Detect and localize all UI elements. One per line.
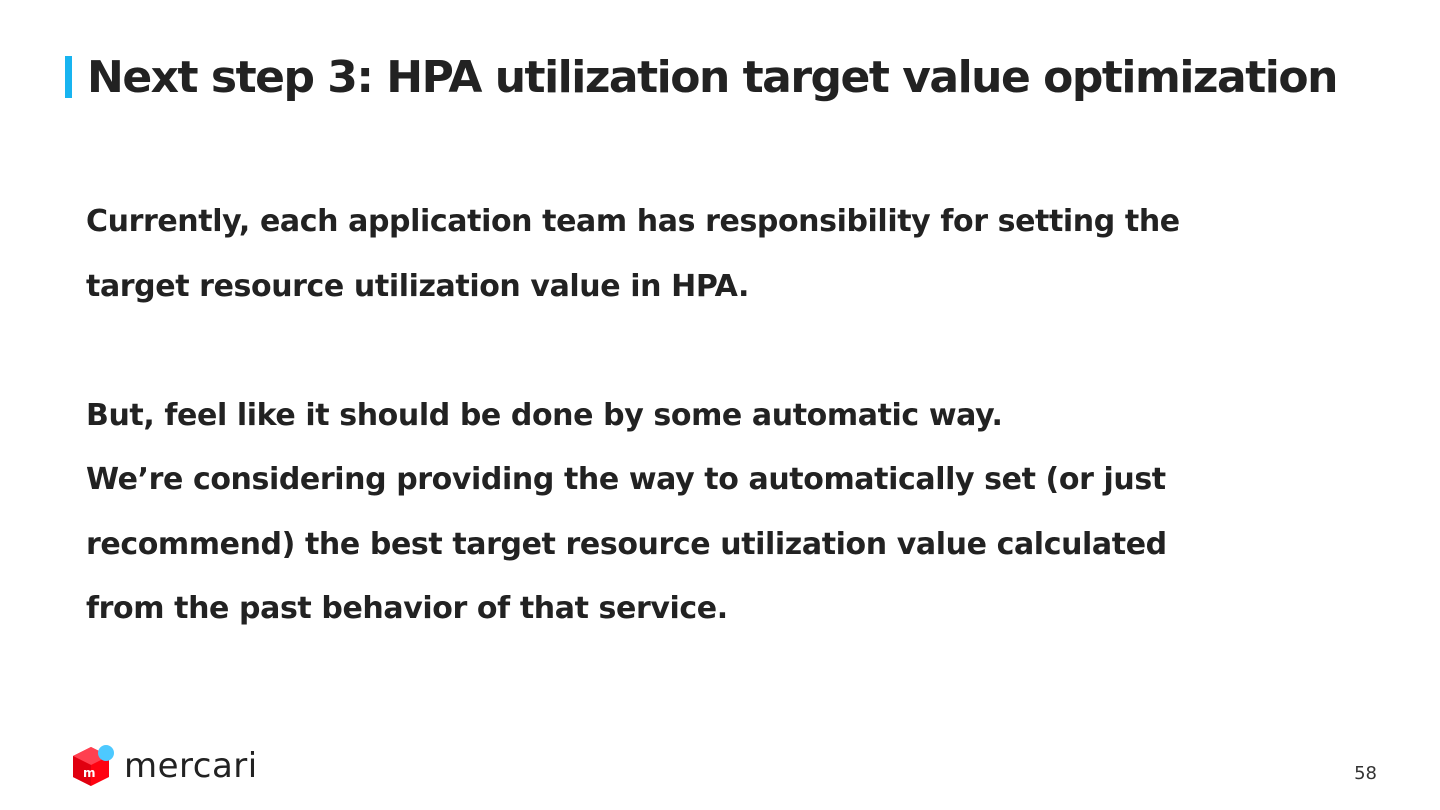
svg-text:m: m [83,766,96,780]
page-number: 58 [1354,763,1377,784]
body-line: recommend) the best target resource utilization value calculated [86,526,1167,562]
body-line: We’re considering providing the way to automatically set (or just [86,462,1166,497]
body-line: target resource utilization value in HPA. [86,268,750,304]
body-line: But, feel like it should be done by some automatic way. [86,397,1003,433]
body-line: from the past behavior of that service. [86,591,728,626]
paragraph-spacer [86,319,1376,384]
title-accent-bar [65,56,72,98]
mercari-cube-icon [70,743,116,789]
slide-body [86,190,1376,642]
slide-title: Next step 3: HPA utilization target value optimization [87,52,1337,103]
mercari-wordmark: mercari [124,746,258,786]
body-line: Currently, each application team has responsibility for setting the [86,204,1180,239]
mercari-logo [70,742,258,790]
